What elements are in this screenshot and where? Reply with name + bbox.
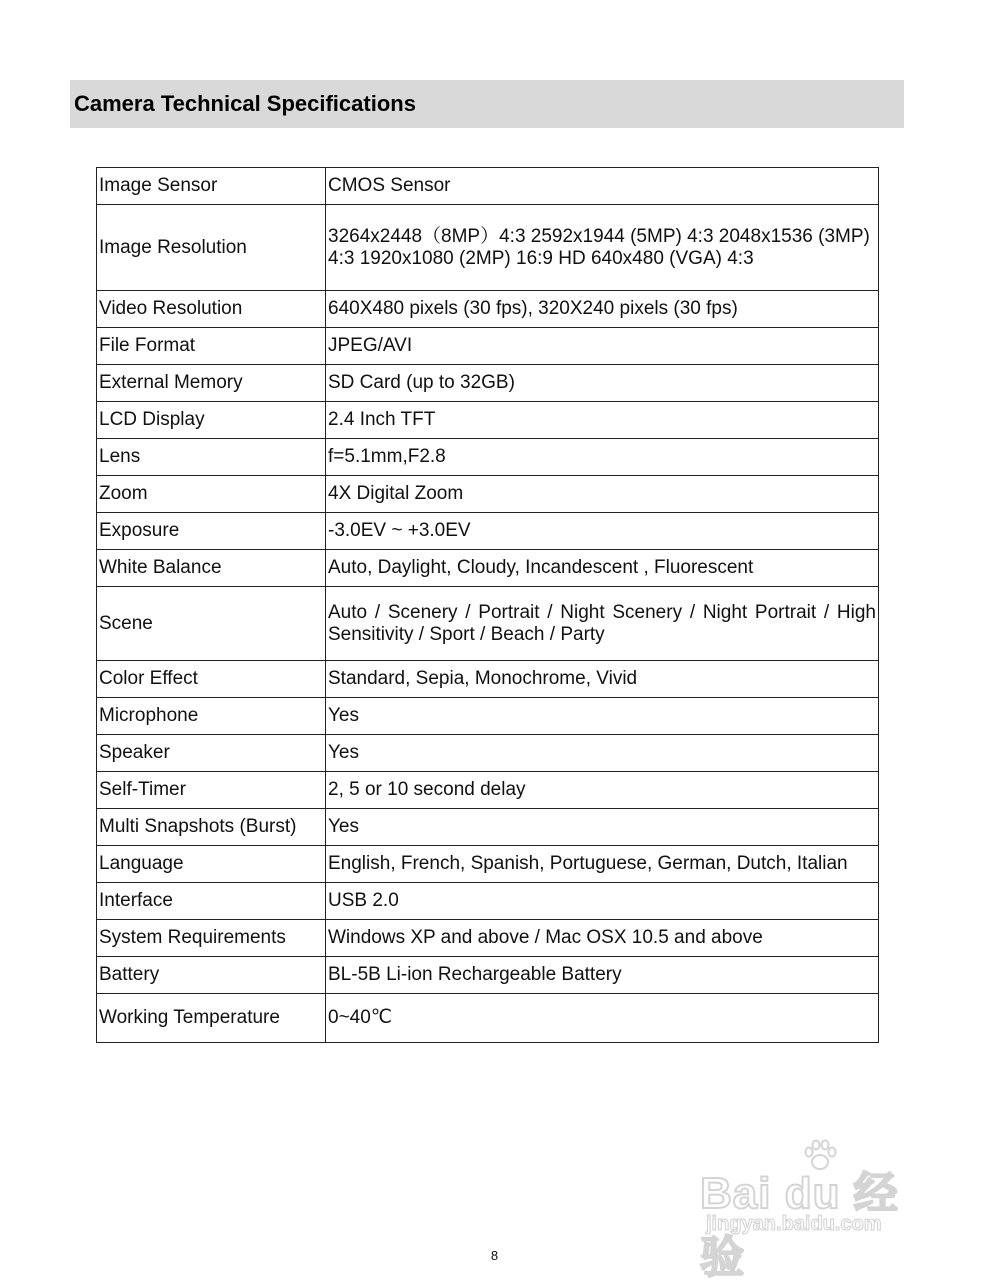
- page-number: 8: [490, 1248, 499, 1263]
- spec-value: 4X Digital Zoom: [326, 476, 879, 513]
- spec-value: 0~40℃: [326, 994, 879, 1043]
- table-row: [97, 168, 879, 205]
- spec-value: Yes: [326, 809, 879, 846]
- spec-value: Standard, Sepia, Monochrome, Vivid: [326, 661, 879, 698]
- page-title: Camera Technical Specifications: [74, 91, 416, 116]
- table-row: [97, 439, 879, 476]
- table-row: [97, 328, 879, 365]
- spec-label: Video Resolution: [97, 291, 326, 328]
- spec-label: Microphone: [97, 698, 326, 735]
- table-row: [97, 476, 879, 513]
- spec-label: System Requirements: [97, 920, 326, 957]
- spec-label: Exposure: [97, 513, 326, 550]
- spec-value: BL-5B Li-ion Rechargeable Battery: [326, 957, 879, 994]
- spec-label: Working Temperature: [97, 994, 326, 1043]
- table-row: [97, 846, 879, 883]
- table-row: [97, 205, 879, 291]
- table-row: [97, 698, 879, 735]
- spec-value: 2.4 Inch TFT: [326, 402, 879, 439]
- spec-value: SD Card (up to 32GB): [326, 365, 879, 402]
- table-row: [97, 402, 879, 439]
- table-row: [97, 735, 879, 772]
- table-row: [97, 957, 879, 994]
- spec-value: Yes: [326, 698, 879, 735]
- spec-value: Auto, Daylight, Cloudy, Incandescent , Fluorescent: [326, 550, 879, 587]
- spec-value: 640X480 pixels (30 fps), 320X240 pixels (30 fps): [326, 291, 879, 328]
- watermark-logo: Bai du 经验: [700, 1169, 899, 1282]
- spec-label: File Format: [97, 328, 326, 365]
- spec-label: Color Effect: [97, 661, 326, 698]
- spec-label: Image Resolution: [97, 205, 326, 291]
- table-row: [97, 661, 879, 698]
- baidu-watermark: [700, 1135, 940, 1282]
- table-row: [97, 883, 879, 920]
- spec-value: USB 2.0: [326, 883, 879, 920]
- spec-value: f=5.1mm,F2.8: [326, 439, 879, 476]
- spec-value: Auto / Scenery / Portrait / Night Scenery / Night Portrait / High Sensitivity / Sport / Beach / Party: [326, 587, 879, 661]
- spec-value: -3.0EV ~ +3.0EV: [326, 513, 879, 550]
- spec-label: LCD Display: [97, 402, 326, 439]
- spec-label: Interface: [97, 883, 326, 920]
- spec-value: English, French, Spanish, Portuguese, German, Dutch, Italian: [326, 846, 879, 883]
- spec-label: Scene: [97, 587, 326, 661]
- spec-value: Windows XP and above / Mac OSX 10.5 and above: [326, 920, 879, 957]
- spec-label: Self-Timer: [97, 772, 326, 809]
- table-row: [97, 994, 879, 1043]
- spec-label: Lens: [97, 439, 326, 476]
- spec-value: 2, 5 or 10 second delay: [326, 772, 879, 809]
- table-row: [97, 550, 879, 587]
- spec-value: CMOS Sensor: [326, 168, 879, 205]
- specifications-table: [96, 167, 879, 1043]
- table-row: [97, 809, 879, 846]
- table-row: [97, 772, 879, 809]
- watermark-url: jingyan.baidu.com: [706, 1213, 882, 1235]
- spec-label: Multi Snapshots (Burst): [97, 809, 326, 846]
- section-heading-bar: [70, 80, 904, 128]
- spec-label: External Memory: [97, 365, 326, 402]
- table-row: [97, 365, 879, 402]
- spec-value: 3264x2448（8MP）4:3 2592x1944 (5MP) 4:3 2048x1536 (3MP) 4:3 1920x1080 (2MP) 16:9 HD 640x480 (VGA) 4:3: [326, 205, 879, 291]
- spec-label: Zoom: [97, 476, 326, 513]
- table-row: [97, 920, 879, 957]
- spec-label: White Balance: [97, 550, 326, 587]
- table-row: [97, 513, 879, 550]
- spec-value: JPEG/AVI: [326, 328, 879, 365]
- spec-label: Image Sensor: [97, 168, 326, 205]
- table-row: [97, 587, 879, 661]
- spec-value: Yes: [326, 735, 879, 772]
- spec-label: Speaker: [97, 735, 326, 772]
- spec-label: Battery: [97, 957, 326, 994]
- table-row: [97, 291, 879, 328]
- spec-label: Language: [97, 846, 326, 883]
